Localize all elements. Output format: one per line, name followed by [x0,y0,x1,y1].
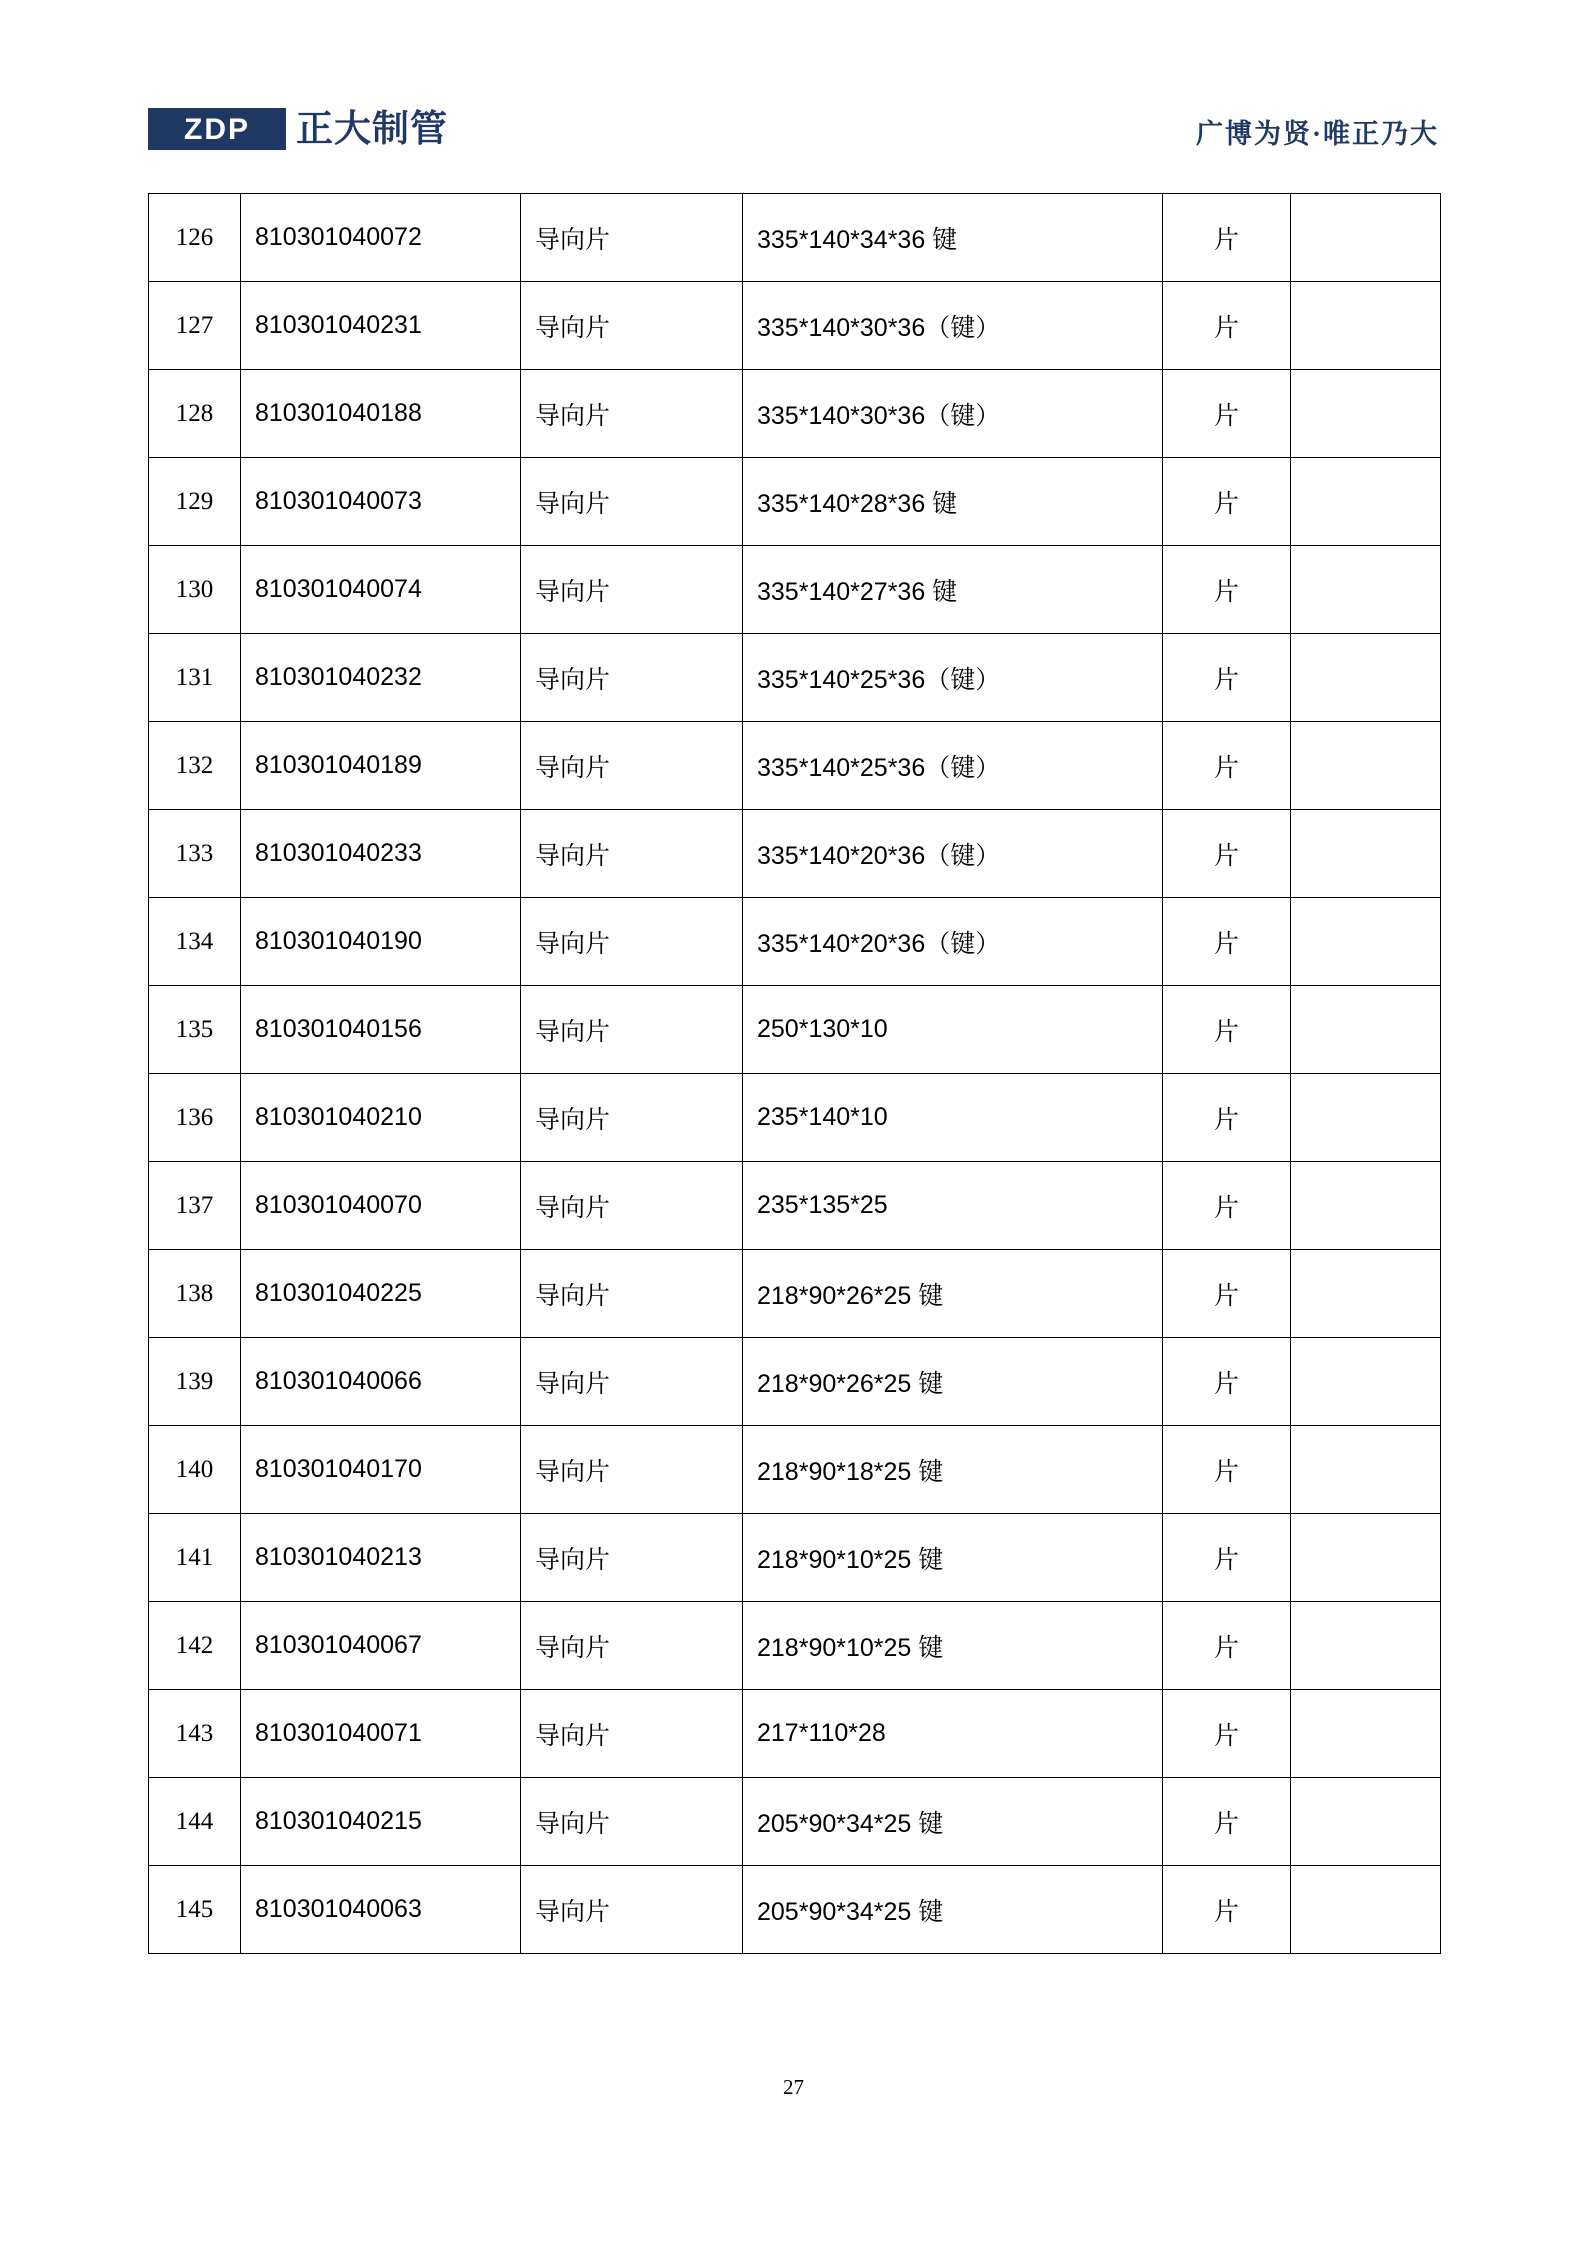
cell-name: 导向片 [521,810,743,898]
parts-table [148,193,1441,1954]
cell-spec: 250*130*10 [743,986,1163,1074]
cell-unit: 片 [1163,1426,1291,1514]
cell-code: 810301040215 [241,1778,521,1866]
cell-unit: 片 [1163,898,1291,986]
cell-index: 127 [149,282,241,370]
cell-code: 810301040156 [241,986,521,1074]
cell-code: 810301040072 [241,194,521,282]
table-row [149,1162,1441,1250]
table-row [149,722,1441,810]
cell-index: 142 [149,1602,241,1690]
cell-note [1291,722,1441,810]
cell-spec: 335*140*25*36（键） [743,722,1163,810]
cell-name: 导向片 [521,282,743,370]
cell-spec: 205*90*34*25 键 [743,1866,1163,1954]
cell-note [1291,546,1441,634]
cell-index: 141 [149,1514,241,1602]
cell-unit: 片 [1163,1690,1291,1778]
cell-code: 810301040188 [241,370,521,458]
cell-spec: 335*140*25*36（键） [743,634,1163,722]
table-row [149,1866,1441,1954]
cell-name: 导向片 [521,458,743,546]
table-row [149,1426,1441,1514]
cell-note [1291,1162,1441,1250]
company-logo [148,108,448,150]
cell-unit: 片 [1163,1162,1291,1250]
cell-index: 129 [149,458,241,546]
cell-code: 810301040070 [241,1162,521,1250]
cell-unit: 片 [1163,722,1291,810]
cell-note [1291,1690,1441,1778]
cell-spec: 217*110*28 [743,1690,1163,1778]
cell-name: 导向片 [521,1426,743,1514]
cell-name: 导向片 [521,898,743,986]
cell-name: 导向片 [521,1250,743,1338]
cell-index: 145 [149,1866,241,1954]
cell-name: 导向片 [521,194,743,282]
cell-unit: 片 [1163,546,1291,634]
cell-unit: 片 [1163,458,1291,546]
cell-unit: 片 [1163,370,1291,458]
table-row [149,282,1441,370]
cell-spec: 235*140*10 [743,1074,1163,1162]
cell-index: 136 [149,1074,241,1162]
table-row [149,546,1441,634]
cell-note [1291,1074,1441,1162]
table-row [149,1514,1441,1602]
table-row [149,1602,1441,1690]
table-row [149,1250,1441,1338]
cell-note [1291,810,1441,898]
company-name: 正大制管 [296,108,448,149]
cell-code: 810301040189 [241,722,521,810]
cell-code: 810301040190 [241,898,521,986]
cell-index: 139 [149,1338,241,1426]
cell-unit: 片 [1163,1514,1291,1602]
table-row [149,898,1441,986]
cell-note [1291,634,1441,722]
cell-code: 810301040233 [241,810,521,898]
cell-index: 134 [149,898,241,986]
table-row [149,634,1441,722]
cell-code: 810301040213 [241,1514,521,1602]
cell-note [1291,458,1441,546]
cell-spec: 335*140*30*36（键） [743,370,1163,458]
cell-name: 导向片 [521,634,743,722]
cell-note [1291,1426,1441,1514]
page-header [148,108,1439,168]
cell-code: 810301040074 [241,546,521,634]
cell-spec: 335*140*20*36（键） [743,810,1163,898]
table-row [149,1778,1441,1866]
cell-spec: 205*90*34*25 键 [743,1778,1163,1866]
cell-note [1291,1250,1441,1338]
cell-name: 导向片 [521,1866,743,1954]
cell-name: 导向片 [521,370,743,458]
cell-unit: 片 [1163,986,1291,1074]
cell-code: 810301040232 [241,634,521,722]
cell-spec: 335*140*20*36（键） [743,898,1163,986]
table-row [149,458,1441,546]
cell-code: 810301040210 [241,1074,521,1162]
cell-spec: 218*90*10*25 键 [743,1514,1163,1602]
cell-spec: 218*90*26*25 键 [743,1338,1163,1426]
cell-code: 810301040071 [241,1690,521,1778]
cell-unit: 片 [1163,1250,1291,1338]
cell-name: 导向片 [521,1074,743,1162]
table-row [149,810,1441,898]
cell-name: 导向片 [521,722,743,810]
cell-note [1291,1602,1441,1690]
cell-name: 导向片 [521,1338,743,1426]
cell-code: 810301040170 [241,1426,521,1514]
cell-name: 导向片 [521,1602,743,1690]
cell-code: 810301040231 [241,282,521,370]
cell-note [1291,898,1441,986]
cell-unit: 片 [1163,282,1291,370]
cell-unit: 片 [1163,1602,1291,1690]
table-body [149,194,1441,1954]
cell-spec: 218*90*18*25 键 [743,1426,1163,1514]
cell-index: 132 [149,722,241,810]
table-row [149,1338,1441,1426]
cell-note [1291,370,1441,458]
cell-spec: 218*90*10*25 键 [743,1602,1163,1690]
cell-name: 导向片 [521,546,743,634]
cell-index: 144 [149,1778,241,1866]
cell-code: 810301040225 [241,1250,521,1338]
cell-note [1291,1514,1441,1602]
cell-index: 126 [149,194,241,282]
cell-name: 导向片 [521,1514,743,1602]
cell-code: 810301040063 [241,1866,521,1954]
table-row [149,194,1441,282]
cell-unit: 片 [1163,1778,1291,1866]
cell-unit: 片 [1163,194,1291,282]
cell-note [1291,1866,1441,1954]
cell-index: 128 [149,370,241,458]
table-row [149,1690,1441,1778]
cell-spec: 335*140*30*36（键） [743,282,1163,370]
cell-index: 133 [149,810,241,898]
cell-name: 导向片 [521,1690,743,1778]
table-row [149,370,1441,458]
cell-name: 导向片 [521,1778,743,1866]
cell-note [1291,986,1441,1074]
page-number: 27 [783,2075,804,2099]
cell-index: 130 [149,546,241,634]
table-row [149,986,1441,1074]
cell-index: 131 [149,634,241,722]
cell-name: 导向片 [521,986,743,1074]
cell-note [1291,194,1441,282]
table-row [149,1074,1441,1162]
cell-code: 810301040067 [241,1602,521,1690]
svg-text:ZDP: ZDP [184,113,250,146]
zdp-logo-icon [148,108,286,150]
cell-spec: 335*140*28*36 键 [743,458,1163,546]
cell-unit: 片 [1163,1338,1291,1426]
cell-index: 138 [149,1250,241,1338]
cell-spec: 235*135*25 [743,1162,1163,1250]
cell-unit: 片 [1163,810,1291,898]
cell-index: 143 [149,1690,241,1778]
cell-index: 140 [149,1426,241,1514]
cell-unit: 片 [1163,1866,1291,1954]
cell-spec: 335*140*27*36 键 [743,546,1163,634]
cell-note [1291,1338,1441,1426]
cell-note [1291,1778,1441,1866]
cell-name: 导向片 [521,1162,743,1250]
cell-code: 810301040073 [241,458,521,546]
cell-unit: 片 [1163,634,1291,722]
cell-unit: 片 [1163,1074,1291,1162]
cell-code: 810301040066 [241,1338,521,1426]
cell-index: 137 [149,1162,241,1250]
cell-index: 135 [149,986,241,1074]
cell-note [1291,282,1441,370]
cell-spec: 218*90*26*25 键 [743,1250,1163,1338]
cell-spec: 335*140*34*36 键 [743,194,1163,282]
company-slogan: 广博为贤·唯正乃大 [1195,119,1439,149]
